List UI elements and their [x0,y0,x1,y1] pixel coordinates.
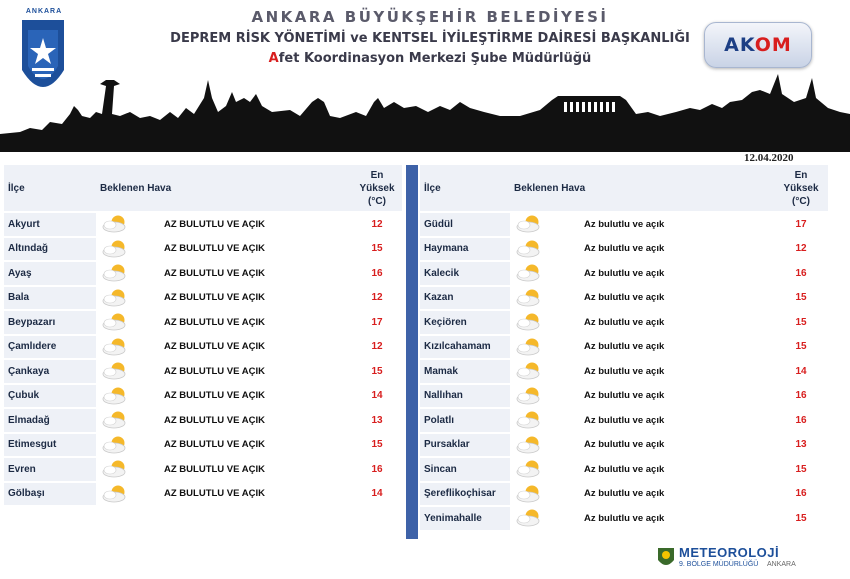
partly-cloudy-icon [100,361,130,381]
table-row [420,458,828,483]
max-temperature: 16 [352,458,402,483]
district-name: Akyurt [4,213,96,238]
header [0,0,850,150]
table-row [4,336,402,361]
district-name: Yenimahalle [420,507,510,532]
weather-description: AZ BULUTLU VE AÇIK [164,243,265,255]
table-row [4,311,402,336]
partly-cloudy-icon [514,214,544,234]
table-row [420,311,828,336]
partly-cloudy-icon [514,508,544,528]
weather-cell [510,262,774,287]
max-temperature: 16 [352,262,402,287]
table-row [420,360,828,385]
max-temperature: 12 [774,238,828,263]
weather-description: AZ BULUTLU VE AÇIK [164,292,265,304]
weather-cell [510,385,774,410]
title-department: DEPREM RİSK YÖNETİMİ ve KENTSEL İYİLEŞTİRME DAİRESİ BAŞKANLIĞI [170,31,690,46]
district-name: Bala [4,287,96,312]
weather-cell [510,238,774,263]
weather-description: AZ BULUTLU VE AÇIK [164,218,265,230]
partly-cloudy-icon [514,484,544,504]
district-name: Etimesgut [4,434,96,459]
partly-cloudy-icon [100,312,130,332]
district-name: Şereflikoçhisar [420,483,510,508]
weather-description: Az bulutlu ve açık [584,512,665,524]
weather-cell [96,385,352,410]
partly-cloudy-icon [514,288,544,308]
col-temp-header: En Yüksek (°C) [774,165,828,213]
weather-cell [96,434,352,459]
weather-description: Az bulutlu ve açık [584,243,665,255]
table-row [4,238,402,263]
table-row [420,238,828,263]
weather-cell [96,409,352,434]
weather-description: Az bulutlu ve açık [584,414,665,426]
max-temperature: 17 [774,213,828,238]
table-header-row [420,165,828,213]
weather-description: AZ BULUTLU VE AÇIK [164,390,265,402]
partly-cloudy-icon [514,435,544,455]
district-name: Beypazarı [4,311,96,336]
table-row [4,360,402,385]
table-row [4,458,402,483]
weather-cell [510,434,774,459]
partly-cloudy-icon [514,361,544,381]
weather-description: AZ BULUTLU VE AÇIK [164,439,265,451]
report-date: 12.04.2020 [744,152,794,164]
weather-cell [510,409,774,434]
weather-cell [510,360,774,385]
max-temperature: 13 [774,434,828,459]
weather-description: Az bulutlu ve açık [584,365,665,377]
max-temperature: 15 [774,507,828,532]
partly-cloudy-icon [514,337,544,357]
table-row [4,213,402,238]
partly-cloudy-icon [100,435,130,455]
district-name: Polatlı [420,409,510,434]
max-temperature: 14 [352,385,402,410]
table-row [4,287,402,312]
district-name: Keçiören [420,311,510,336]
weather-cell [510,311,774,336]
meteo-title: METEOROLOJİ [679,545,780,560]
district-name: Nallıhan [420,385,510,410]
partly-cloudy-icon [100,239,130,259]
akom-logo: AKOM [704,22,812,68]
partly-cloudy-icon [100,459,130,479]
max-temperature: 12 [352,213,402,238]
max-temperature: 16 [774,409,828,434]
partly-cloudy-icon [514,459,544,479]
col-weather-header: Beklenen Hava [96,165,352,213]
meteoroloji-icon [657,546,675,570]
weather-cell [96,311,352,336]
district-name: Çamlıdere [4,336,96,361]
weather-description: AZ BULUTLU VE AÇIK [164,365,265,377]
max-temperature: 12 [352,336,402,361]
max-temperature: 16 [774,385,828,410]
max-temperature: 15 [352,360,402,385]
max-temperature: 15 [774,311,828,336]
partly-cloudy-icon [100,263,130,283]
left-forecast-table [4,165,402,507]
weather-cell [96,483,352,508]
district-name: Sincan [420,458,510,483]
max-temperature: 13 [352,409,402,434]
max-temperature: 15 [774,287,828,312]
weather-description: Az bulutlu ve açık [584,390,665,402]
table-header-row [4,165,402,213]
weather-cell [510,507,774,532]
partly-cloudy-icon [514,386,544,406]
weather-cell [510,287,774,312]
district-name: Güdül [420,213,510,238]
partly-cloudy-icon [100,337,130,357]
max-temperature: 17 [352,311,402,336]
district-name: Elmadağ [4,409,96,434]
district-name: Mamak [420,360,510,385]
district-name: Altındağ [4,238,96,263]
weather-description: AZ BULUTLU VE AÇIK [164,316,265,328]
max-temperature: 15 [352,238,402,263]
weather-description: Az bulutlu ve açık [584,267,665,279]
weather-cell [96,262,352,287]
col-district-header: İlçe [420,165,510,213]
table-row [4,409,402,434]
partly-cloudy-icon [514,239,544,259]
district-name: Kazan [420,287,510,312]
title-municipality: ANKARA BÜYÜKŞEHİR BELEDİYESİ [251,8,609,26]
table-row [4,262,402,287]
logo-caption: ANKARA [25,8,63,15]
col-district-header: İlçe [4,165,96,213]
max-temperature: 14 [352,483,402,508]
weather-description: AZ BULUTLU VE AÇIK [164,463,265,475]
weather-description: Az bulutlu ve açık [584,316,665,328]
district-name: Evren [4,458,96,483]
table-row [420,507,828,532]
weather-cell [96,458,352,483]
weather-description: Az bulutlu ve açık [584,488,665,500]
max-temperature: 15 [774,336,828,361]
weather-cell [96,360,352,385]
partly-cloudy-icon [514,263,544,283]
table-divider [406,165,418,539]
district-name: Ayaş [4,262,96,287]
meteo-city: ANKARA [767,561,796,568]
ankara-skyline-icon [0,72,850,152]
table-row [420,483,828,508]
weather-cell [510,483,774,508]
table-row [420,434,828,459]
max-temperature: 16 [774,483,828,508]
district-name: Haymana [420,238,510,263]
district-name: Gölbaşı [4,483,96,508]
district-name: Kalecik [420,262,510,287]
table-row [420,262,828,287]
max-temperature: 15 [774,458,828,483]
weather-description: AZ BULUTLU VE AÇIK [164,488,265,500]
weather-description: AZ BULUTLU VE AÇIK [164,267,265,279]
weather-cell [96,213,352,238]
table-row [420,385,828,410]
weather-cell [510,458,774,483]
header-titles [150,8,710,66]
max-temperature: 15 [352,434,402,459]
weather-description: AZ BULUTLU VE AÇIK [164,414,265,426]
partly-cloudy-icon [100,288,130,308]
weather-description: Az bulutlu ve açık [584,463,665,475]
partly-cloudy-icon [100,214,130,234]
weather-cell [96,238,352,263]
meteoroloji-logo [655,544,805,574]
weather-cell [96,287,352,312]
table-row [420,336,828,361]
weather-description: Az bulutlu ve açık [584,341,665,353]
weather-description: Az bulutlu ve açık [584,218,665,230]
weather-description: Az bulutlu ve açık [584,439,665,451]
table-row [4,434,402,459]
partly-cloudy-icon [100,386,130,406]
weather-cell [96,336,352,361]
district-name: Pursaklar [420,434,510,459]
district-name: Çubuk [4,385,96,410]
weather-description: AZ BULUTLU VE AÇIK [164,341,265,353]
partly-cloudy-icon [514,410,544,430]
partly-cloudy-icon [514,312,544,332]
district-name: Kızılcahamam [420,336,510,361]
title-branch: Afet Koordinasyon Merkezi Şube Müdürlüğü [268,51,592,66]
weather-description: Az bulutlu ve açık [584,292,665,304]
max-temperature: 16 [774,262,828,287]
table-row [420,287,828,312]
table-row [4,385,402,410]
district-name: Çankaya [4,360,96,385]
max-temperature: 14 [774,360,828,385]
table-row [4,483,402,508]
weather-cell [510,213,774,238]
meteo-subtitle: 9. BÖLGE MÜDÜRLÜĞÜ [679,561,759,568]
right-forecast-table [420,165,828,532]
partly-cloudy-icon [100,484,130,504]
max-temperature: 12 [352,287,402,312]
col-temp-header: En Yüksek (°C) [352,165,402,213]
partly-cloudy-icon [100,410,130,430]
weather-cell [510,336,774,361]
table-row [420,213,828,238]
table-row [420,409,828,434]
col-weather-header: Beklenen Hava [510,165,774,213]
